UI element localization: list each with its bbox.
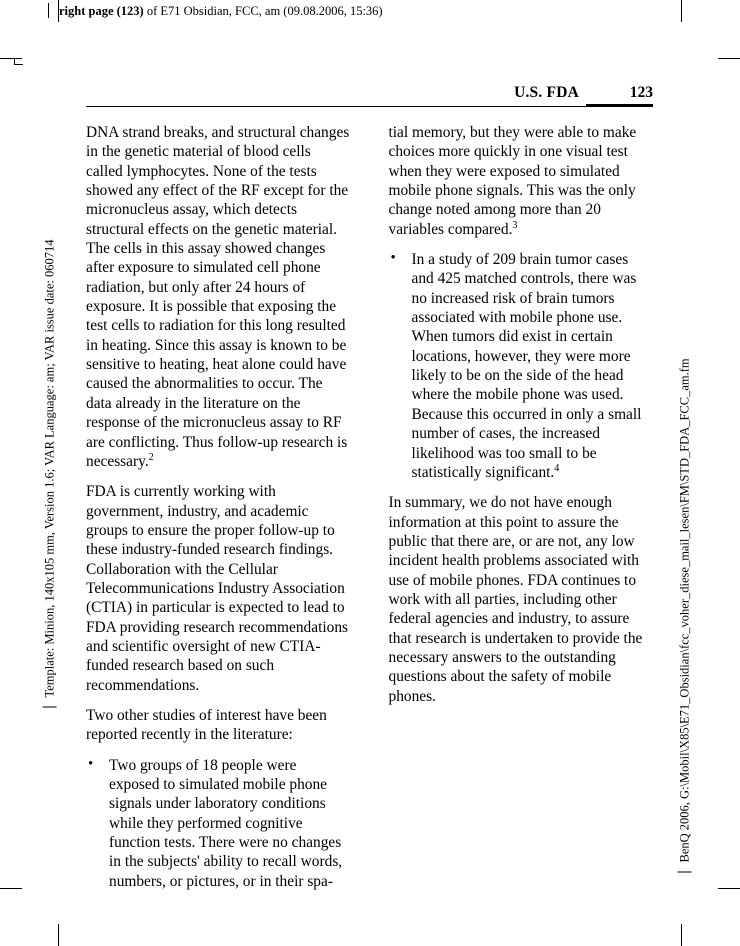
footnote-marker-3: 3 bbox=[512, 219, 518, 231]
crop-mark-bottom-left-horizontal bbox=[0, 888, 22, 889]
paragraph-two-other-studies: Two other studies of interest have been reported recently in the literature: bbox=[86, 706, 327, 744]
paragraph-text: tial memory, but they were able to make choices more quickly in one visual test when they were exposed to simulated mobile phone signals. This was the only change noted among more than 20 variables compared. bbox=[388, 124, 637, 238]
body-columns bbox=[86, 123, 653, 902]
slug-left-text: Template: Minion, 140x105 mm, Version 1.6; VAR Language: am; VAR issue date: 060714 bbox=[43, 239, 57, 707]
paragraph-text: DNA strand breaks, and structural changes in the genetic material of blood cells called lymphocytes. None of the tests showed any effect of the RF except for the micronucleus assay, which detects structural effects on the genetic material. The cells in this assay showed changes after exposure to simulated cell phone radiation, but only after 24 hours of exposure. It is possible that exposing the test cells to radiation for this long resulted in heating. Since this assay is known to be sensitive to heating, heat alone could have caused the abnormalities to occur. The data already in the literature on the response of the micronucleus assay to RF are conflicting. Thus follow-up research is necessary. bbox=[86, 124, 350, 470]
list-item-two-groups-of-18 bbox=[86, 756, 351, 891]
crop-mark-bottom-right-vertical bbox=[681, 924, 682, 946]
running-head-rule-thick bbox=[586, 104, 653, 107]
footnote-marker-2: 2 bbox=[148, 451, 154, 463]
paragraph-fda-working-with-government: FDA is currently working with government, industry, and academic groups to ensure the proper follow-up to these industry-funded research findings. Collaboration with the Cellular Telecommunications Industry Association (CTIA) in particular is expected to lead to FDA providing research recommendations and scientific oversight of new CTIA-funded research based on such recommendations. bbox=[86, 483, 349, 694]
paragraph-dna-strand-breaks bbox=[86, 123, 351, 471]
crop-mark-top-right-vertical bbox=[681, 0, 682, 22]
running-head bbox=[86, 84, 653, 108]
crop-mark-bottom-left-vertical bbox=[58, 924, 59, 946]
slug-line-top bbox=[48, 3, 383, 18]
slug-top-page-label: right page (123) bbox=[59, 4, 144, 18]
column-left bbox=[86, 123, 351, 902]
bullet-list-left bbox=[86, 756, 351, 891]
list-item-text: In a study of 209 brain tumor cases and 425 matched controls, there was no increased risk of brain tumors associated with mobile phone use. When tumors did exist in certain locations, however, they were more likely to be on the side of the head where the mobile phone was used. Because this occurred in only a small number of cases, the increased likelihood was too small to be statistically significant. bbox=[411, 251, 642, 481]
slug-right-text: BenQ 2006, G:\Mobil\X85\E71_Obsidian\fcc_voher_diese_mail_lesen\FM\STD_FDA_FCC_am.fm bbox=[678, 358, 692, 872]
slug-top-detail: of E71 Obsidian, FCC, am (09.08.2006, 15:36) bbox=[143, 4, 383, 18]
running-head-rule-thin bbox=[86, 106, 586, 107]
slug-line-left bbox=[43, 68, 58, 708]
paragraph-in-summary: In summary, we do not have enough information at this point to assure the public that there are, or are not, any low incident health problems associated with use of mobile phones. FDA continues to work with all parties, including other federal agencies and industry, to assure that research is undertaken to provide the necessary answers to the outstanding questions about the safety of mobile phones. bbox=[388, 494, 643, 705]
page-number: 123 bbox=[629, 84, 653, 101]
registration-corner-mark bbox=[14, 58, 23, 65]
running-head-title: U.S. FDA bbox=[514, 84, 579, 101]
paragraph-bullet-continuation bbox=[389, 123, 654, 239]
bullet-dot-icon: • bbox=[390, 250, 396, 267]
list-item-text: Two groups of 18 people were exposed to simulated mobile phone signals under laboratory conditions while they performed cognitive function tests. There were no changes in the subjects' ability to recall words, numbers, or pictures, or in their spa- bbox=[109, 756, 343, 890]
list-item-study-209-brain-tumors bbox=[389, 250, 654, 482]
crop-mark-top-right-horizontal bbox=[718, 58, 740, 59]
bullet-list-right bbox=[389, 250, 654, 482]
footnote-marker-4: 4 bbox=[554, 462, 560, 474]
bullet-dot-icon: • bbox=[88, 755, 94, 772]
column-right bbox=[389, 123, 654, 902]
crop-mark-bottom-right-horizontal bbox=[718, 888, 740, 889]
slug-line-right bbox=[678, 233, 693, 873]
